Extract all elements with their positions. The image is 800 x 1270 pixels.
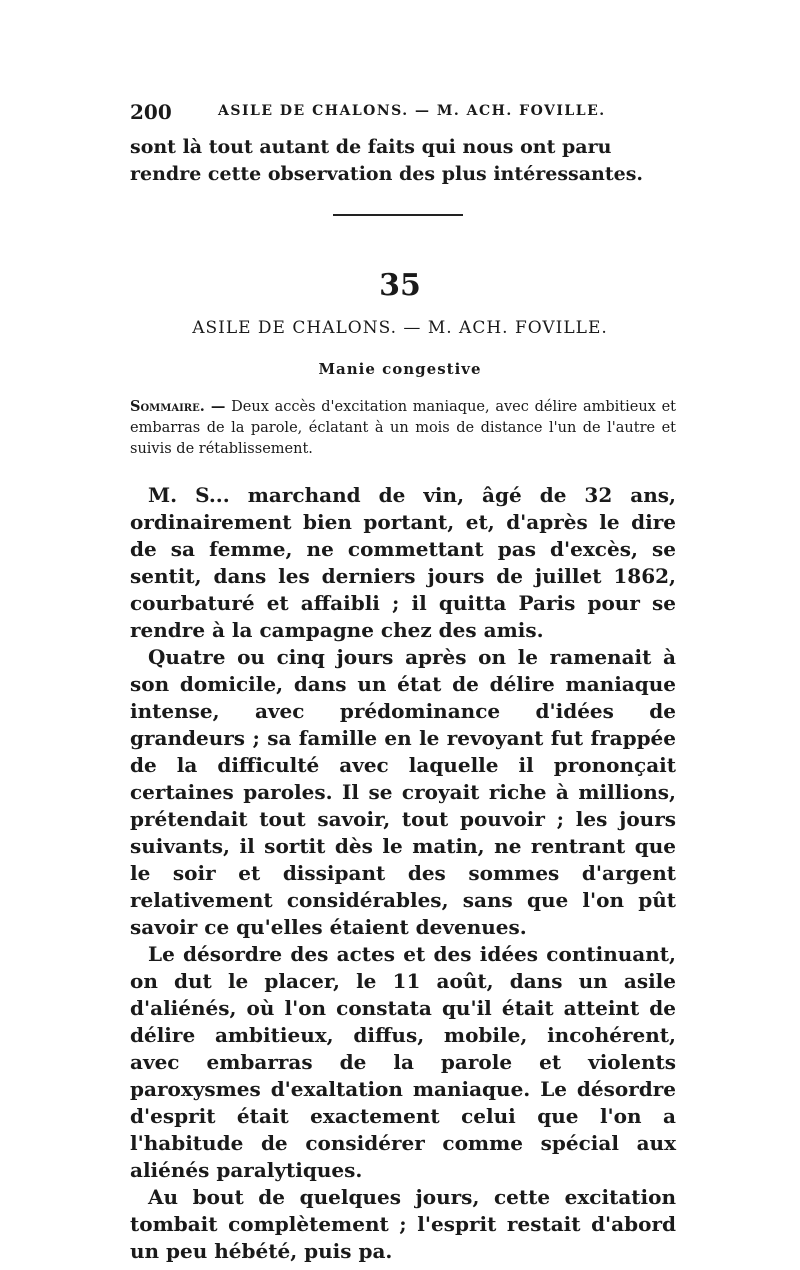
running-head-title: ASILE DE CHALONS. — M. ACH. FOVILLE.: [218, 103, 606, 119]
paragraph: Le désordre des actes et des idées continuant, on dut le placer, le 11 août, dans un asile d'aliénés, où l'on constata qu'il était atteint de délire ambitieux, diffus, mobile, incohérent, avec embarras de la parole et violents paroxysmes d'exaltation maniaque. Le désordre d'esprit était exactement celui que l'on a l'habitude de considérer comme spécial aux aliénés paralytiques.: [130, 942, 676, 1182]
paragraph: Au bout de quelques jours, cette excitation tombait complètement ; l'esprit restait d'abord un peu hébété, puis pa.: [130, 1185, 676, 1263]
summary-block: [130, 396, 676, 460]
case-title: ASILE DE CHALONS. — M. ACH. FOVILLE.: [192, 318, 608, 338]
case-number: 35: [379, 268, 421, 303]
summary-label: Sommaire. —: [130, 398, 226, 415]
page-number: 200: [130, 100, 172, 124]
section-divider: [333, 214, 463, 216]
paragraph: Quatre ou cinq jours après on le ramenait à son domicile, dans un état de délire maniaque intense, avec prédominance d'idées de grandeurs ; sa famille en le revoyant fut frappée de la difficulté avec laquelle il prononçait certaines paroles. Il se croyait riche à millions, prétendait tout savoir, tout pouvoir ; les jours suivants, il sortit dès le matin, ne rentrant que le soir et dissipant des sommes d'argent relativement considérables, sans que l'on pût savoir ce qu'elles étaient devenues.: [130, 645, 676, 939]
summary-text: Deux accès d'excitation maniaque, avec délire ambitieux et embarras de la parole, éclatant à un mois de distance l'un de l'autre et suivis de rétablissement.: [130, 399, 677, 457]
intro-paragraph: sont là tout autant de faits qui nous ont paru rendre cette observation des plus intéressantes.: [130, 136, 644, 185]
case-body: [130, 482, 676, 1265]
paragraph: M. S... marchand de vin, âgé de 32 ans, ordinairement bien portant, et, d'après le dire de sa femme, ne commettant pas d'excès, se sentit, dans les derniers jours de juillet 1862, courbaturé et affaibli ; il quitta Paris pour se rendre à la campagne chez des amis.: [130, 483, 676, 642]
case-subtitle: Manie congestive: [318, 360, 482, 378]
